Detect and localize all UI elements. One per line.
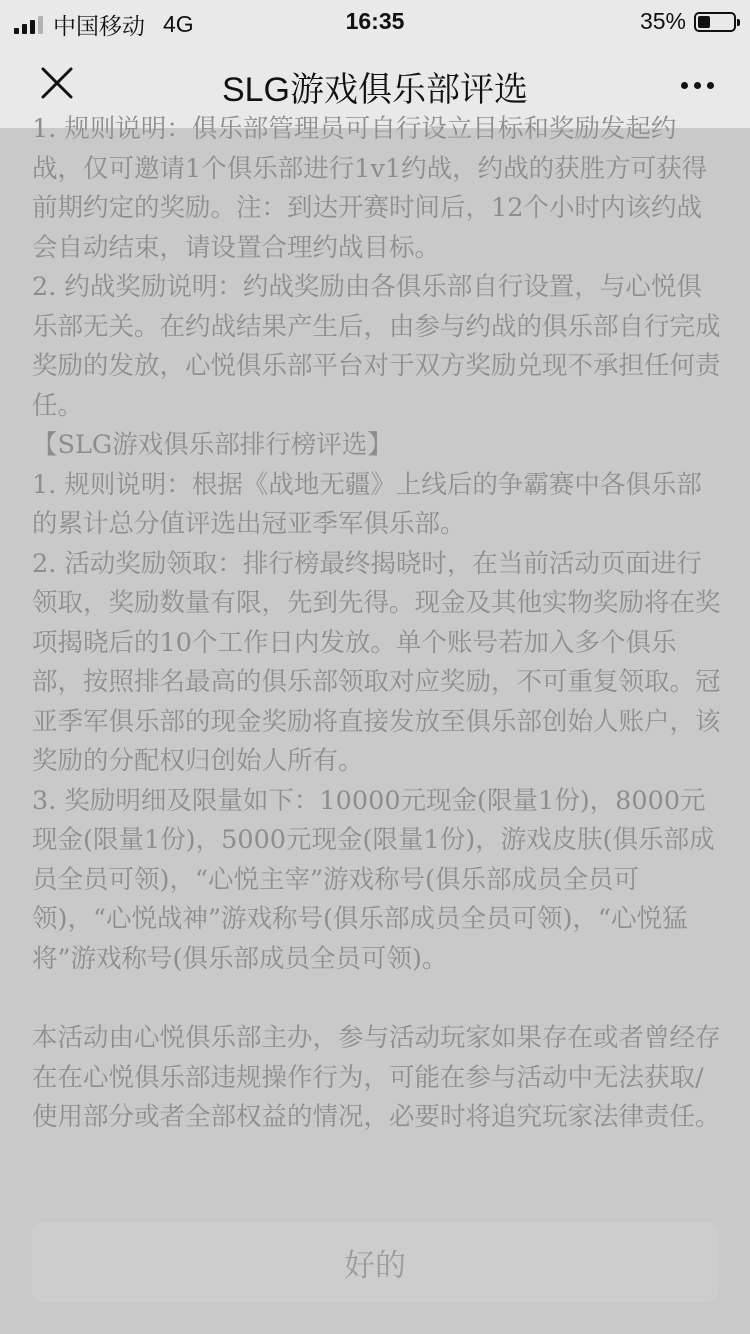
- status-right: [640, 8, 736, 35]
- more-icon: [681, 82, 688, 89]
- section-heading: 【SLG游戏俱乐部排行榜评选】: [32, 430, 393, 460]
- rules-text: [32, 110, 722, 1138]
- ok-button[interactable]: 好的: [32, 1222, 718, 1302]
- carrier-label: 中国移动: [53, 13, 145, 39]
- rule-paragraph: 3. 奖励明细及限量如下：10000元现金(限量1份)，8000元现金(限量1份)，5000元现金(限量1份)，游戏皮肤(俱乐部成员全员可领)，“心悦主宰”游戏称号(俱乐部成员全员可领)，“心悦战神”游戏称号(俱乐部成员全员可领)，“心悦猛将”游戏称号(俱乐部成员全员可领)。: [32, 785, 715, 974]
- more-button[interactable]: [672, 60, 722, 110]
- battery-icon: [694, 12, 736, 32]
- status-bar: [0, 0, 750, 40]
- battery-level: [698, 16, 710, 28]
- battery-percent: 35%: [639, 8, 686, 34]
- network-label: 4G: [163, 11, 194, 37]
- rule-paragraph: 1. 规则说明：俱乐部管理员可自行设立目标和奖励发起约战，仅可邀请1个俱乐部进行1v1约战，约战的获胜方可获得前期约定的奖励。注：到达开赛时间后，12个小时内该约战会自动结束，请设置合理约战目标。: [32, 114, 708, 263]
- clock: 16:35: [345, 8, 405, 34]
- page-title: SLG游戏俱乐部评选: [221, 71, 529, 109]
- disclaimer-paragraph: 本活动由心悦俱乐部主办，参与活动玩家如果存在或者曾经存在在心悦俱乐部违规操作行为，可能在参与活动中无法获取/使用部分或者全部权益的情况，必要时将追究玩家法律责任。: [32, 1023, 721, 1132]
- rule-paragraph: 2. 约战奖励说明：约战奖励由各俱乐部自行设置，与心悦俱乐部无关。在约战结果产生后，由参与约战的俱乐部自行完成奖励的发放，心悦俱乐部平台对于双方奖励兑现不承担任何责任。: [32, 272, 721, 421]
- rule-paragraph: 1. 规则说明：根据《战地无疆》上线后的争霸赛中各俱乐部的累计总分值评选出冠亚季军俱乐部。: [32, 469, 702, 539]
- rule-paragraph: 2. 活动奖励领取：排行榜最终揭晓时，在当前活动页面进行领取，奖励数量有限，先到先得。现金及其他实物奖励将在奖项揭晓后的10个工作日内发放。单个账号若加入多个俱乐部，按照排名最高的俱乐部领取对应奖励，不可重复领取。冠亚季军俱乐部的现金奖励将直接发放至俱乐部创始人账户，该奖励的分配权归创始人所有。: [32, 548, 721, 776]
